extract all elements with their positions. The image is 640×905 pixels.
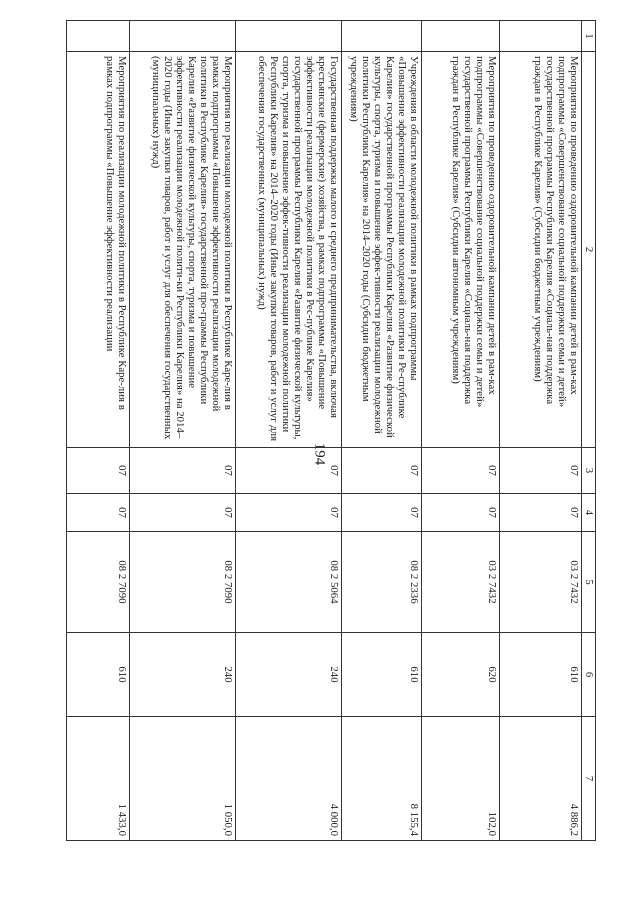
cell-amount: 8 155,4 <box>342 717 422 841</box>
cell-target-article: 03 2 7432 <box>422 532 500 633</box>
cell-target-article: 08 2 2336 <box>342 532 422 633</box>
cell-subsection: 07 <box>67 494 130 532</box>
cell-expense-type: 610 <box>500 633 582 717</box>
cell-section: 07 <box>342 448 422 494</box>
cell-section: 07 <box>500 448 582 494</box>
cell-target-article: 03 2 7432 <box>500 532 582 633</box>
page-number: 194 <box>311 442 328 466</box>
cell-subsection: 07 <box>130 494 236 532</box>
cell-amount: 1 050,0 <box>130 717 236 841</box>
cell-section: 07 <box>67 448 130 494</box>
cell-expense-type: 610 <box>342 633 422 717</box>
cell-subsection: 07 <box>342 494 422 532</box>
header-col-5: 5 <box>582 532 596 633</box>
cell-amount: 4 886,2 <box>500 717 582 841</box>
table-row <box>342 21 422 841</box>
table-header-row <box>582 21 596 841</box>
cell-description: Учреждения в области молодежной политики в рамках подпрограммы «Повышение эффективности реализации молодежной политики в Ре-спублике Карелия» государственной программы Республики Карелия «Развитие физической культуры, спорта, туризма и повышение эффек-тивности реализации молодежной политики Республики Карелия» на 2014–2020 годы (Субсидии бюджетным учреждениям) <box>342 52 422 448</box>
cell-subsection: 07 <box>500 494 582 532</box>
header-col-2: 2 <box>582 52 596 448</box>
cell-amount: 4 000,0 <box>236 717 342 841</box>
header-col-6: 6 <box>582 633 596 717</box>
cell-description: Мероприятия по реализации молодежной политики в Республике Каре-лия в рамках подпрограммы «Повышение эффективности реализации молодежной политики в Республике Карелия» государственной про-граммы Республики Карелия «Развитие физической культуры, спорта, туризма и повышение эффективности реализации молодежной полити-ки Республики Карелия» на 2014–2020 годы (Иные закупки товаров, работ и услуг для обеспечения государственных (муниципальных) нужд) <box>130 52 236 448</box>
cell-target-article: 08 2 7090 <box>130 532 236 633</box>
header-col-4: 4 <box>582 494 596 532</box>
cell-expense-type: 240 <box>130 633 236 717</box>
cell-amount: 102,0 <box>422 717 500 841</box>
cell-col-1 <box>130 21 236 52</box>
table-row <box>236 21 342 841</box>
cell-description: Мероприятия по проведению оздоровительной кампании детей в рам-ках подпрограммы «Совершенствование социальной поддержки семьи и детей» государственной программы Республики Карелия «Социаль-ная поддержка граждан в Республике Карелия» (Субсидии бюджетным учреждениям) <box>500 52 582 448</box>
cell-description: Мероприятия по реализации молодежной политики в Республике Каре-лия в рамках подпрограммы «Повышение эффективности реализации <box>67 52 130 448</box>
table-row <box>130 21 236 841</box>
cell-expense-type: 610 <box>67 633 130 717</box>
cell-section: 07 <box>130 448 236 494</box>
cell-col-1 <box>236 21 342 52</box>
cell-col-1 <box>342 21 422 52</box>
cell-subsection: 07 <box>422 494 500 532</box>
cell-col-1 <box>500 21 582 52</box>
table-row <box>500 21 582 841</box>
header-col-1: 1 <box>582 21 596 52</box>
cell-expense-type: 620 <box>422 633 500 717</box>
cell-col-1 <box>422 21 500 52</box>
cell-description: Мероприятия по проведению оздоровительной кампании детей в рам-ках подпрограммы «Совершенствование социальной поддержки семьи и детей» государственной программы Республики Карелия «Социаль-ная поддержка граждан в Республике Карелия» (Субсидии автономным учреждениям) <box>422 52 500 448</box>
header-col-3: 3 <box>582 448 596 494</box>
cell-target-article: 08 2 7090 <box>67 532 130 633</box>
budget-table <box>66 20 596 841</box>
cell-subsection: 07 <box>236 494 342 532</box>
cell-section: 07 <box>236 448 342 494</box>
cell-amount: 1 433,0 <box>67 717 130 841</box>
table-row <box>422 21 500 841</box>
cell-target-article: 08 2 5064 <box>236 532 342 633</box>
cell-expense-type: 240 <box>236 633 342 717</box>
cell-section: 07 <box>422 448 500 494</box>
rotated-table-wrapper <box>66 20 596 840</box>
cell-description: Государственная поддержка малого и среднего предпринимательства, включая крестьянские (фермерские) хозяйства, в рамках подпрограммы «Повышение эффективности реализации молодежной политики в Рес-публике Карелия» государственной программы Республики Карелия «Развитие физической культуры, спорта, туризма и повышение эффек-тивности реализации молодежной политики Республики Карелия» на 2014–2020 годы (Иные закупки товаров, работ и услуг для обеспечения государственных (муниципальных) нужд) <box>236 52 342 448</box>
header-col-7: 7 <box>582 717 596 841</box>
table-row <box>67 21 130 841</box>
cell-col-1 <box>67 21 130 52</box>
